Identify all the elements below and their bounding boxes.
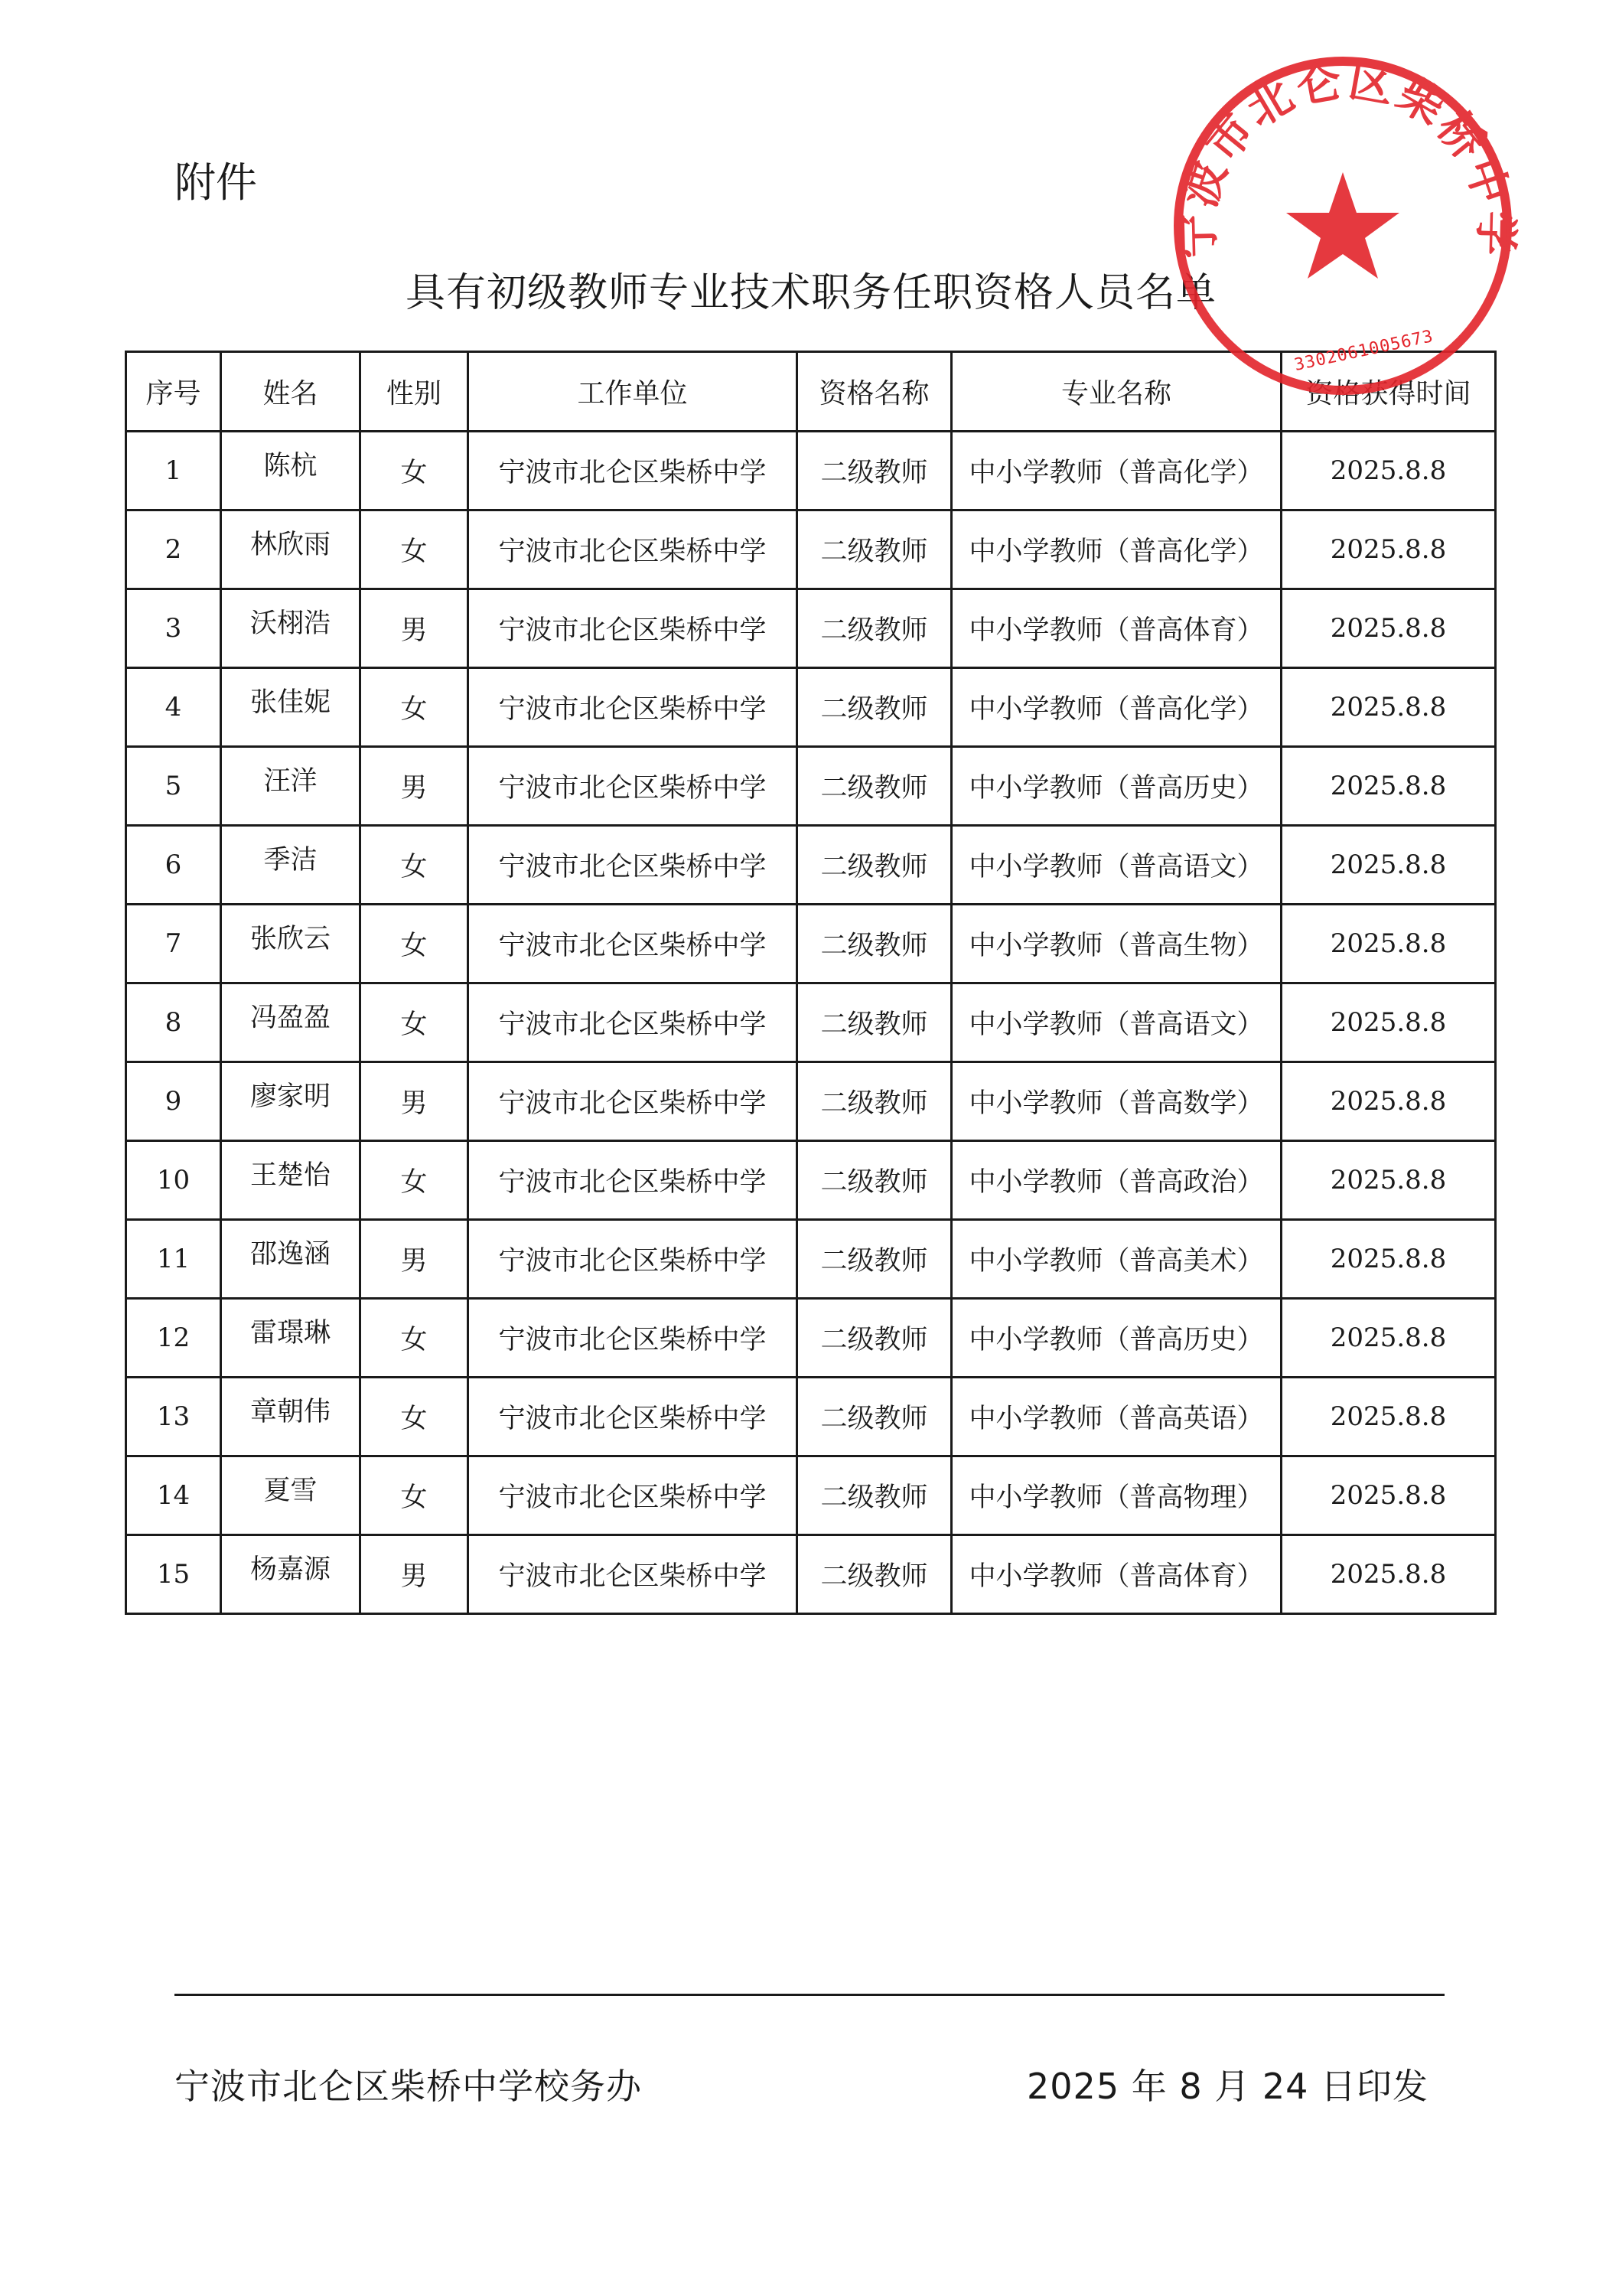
cell-specialty: 中小学教师（普高体育） [952, 1535, 1282, 1614]
cell-gender: 男 [360, 1220, 468, 1299]
cell-gender: 女 [360, 1456, 468, 1535]
cell-qualification: 二级教师 [797, 747, 952, 826]
cell-gender: 女 [360, 432, 468, 510]
cell-seq: 14 [126, 1456, 221, 1535]
cell-specialty: 中小学教师（普高化学） [952, 668, 1282, 747]
cell-gender: 男 [360, 747, 468, 826]
cell-gender: 女 [360, 510, 468, 589]
cell-date: 2025.8.8 [1282, 1378, 1496, 1456]
cell-specialty: 中小学教师（普高化学） [952, 510, 1282, 589]
cell-date: 2025.8.8 [1282, 1062, 1496, 1141]
cell-name: 汪洋 [221, 747, 360, 826]
table-body [126, 432, 1496, 1614]
cell-name: 冯盈盈 [221, 983, 360, 1062]
seal-code: 3302061005673 [1292, 327, 1435, 375]
cell-qualification: 二级教师 [797, 510, 952, 589]
cell-date: 2025.8.8 [1282, 1220, 1496, 1299]
cell-date: 2025.8.8 [1282, 983, 1496, 1062]
table-row [126, 1378, 1496, 1456]
table-row [126, 432, 1496, 510]
cell-name: 杨嘉源 [221, 1535, 360, 1614]
cell-qualification: 二级教师 [797, 1378, 952, 1456]
header-qualification: 资格名称 [797, 352, 952, 432]
cell-seq: 12 [126, 1299, 221, 1378]
header-date: 资格获得时间 [1282, 352, 1496, 432]
cell-seq: 4 [126, 668, 221, 747]
header-seq: 序号 [126, 352, 221, 432]
cell-specialty: 中小学教师（普高生物） [952, 905, 1282, 983]
cell-qualification: 二级教师 [797, 589, 952, 668]
cell-specialty: 中小学教师（普高物理） [952, 1456, 1282, 1535]
cell-name: 陈杭 [221, 432, 360, 510]
cell-employer: 宁波市北仑区柴桥中学 [468, 432, 797, 510]
cell-employer: 宁波市北仑区柴桥中学 [468, 1141, 797, 1220]
cell-name: 夏雪 [221, 1456, 360, 1535]
cell-employer: 宁波市北仑区柴桥中学 [468, 1299, 797, 1378]
cell-qualification: 二级教师 [797, 668, 952, 747]
cell-name: 林欣雨 [221, 510, 360, 589]
cell-seq: 1 [126, 432, 221, 510]
document-title: 具有初级教师专业技术职务任职资格人员名单 [405, 270, 1217, 316]
cell-name: 张佳妮 [221, 668, 360, 747]
cell-seq: 10 [126, 1141, 221, 1220]
cell-date: 2025.8.8 [1282, 1141, 1496, 1220]
cell-employer: 宁波市北仑区柴桥中学 [468, 983, 797, 1062]
cell-name: 廖家明 [221, 1062, 360, 1141]
cell-seq: 7 [126, 905, 221, 983]
cell-gender: 女 [360, 1141, 468, 1220]
cell-gender: 女 [360, 1299, 468, 1378]
cell-qualification: 二级教师 [797, 1456, 952, 1535]
cell-name: 张欣云 [221, 905, 360, 983]
cell-seq: 5 [126, 747, 221, 826]
cell-specialty: 中小学教师（普高数学） [952, 1062, 1282, 1141]
cell-employer: 宁波市北仑区柴桥中学 [468, 1535, 797, 1614]
cell-specialty: 中小学教师（普高政治） [952, 1141, 1282, 1220]
cell-qualification: 二级教师 [797, 905, 952, 983]
cell-gender: 男 [360, 1535, 468, 1614]
cell-gender: 女 [360, 983, 468, 1062]
cell-specialty: 中小学教师（普高美术） [952, 1220, 1282, 1299]
table-row [126, 1220, 1496, 1299]
cell-date: 2025.8.8 [1282, 905, 1496, 983]
cell-name: 沃栩浩 [221, 589, 360, 668]
cell-seq: 9 [126, 1062, 221, 1141]
table-row [126, 905, 1496, 983]
table-row [126, 1299, 1496, 1378]
cell-qualification: 二级教师 [797, 983, 952, 1062]
header-specialty: 专业名称 [952, 352, 1282, 432]
cell-gender: 女 [360, 905, 468, 983]
cell-specialty: 中小学教师（普高体育） [952, 589, 1282, 668]
cell-employer: 宁波市北仑区柴桥中学 [468, 668, 797, 747]
cell-seq: 8 [126, 983, 221, 1062]
cell-qualification: 二级教师 [797, 1535, 952, 1614]
table-row [126, 1456, 1496, 1535]
cell-name: 雷璟琳 [221, 1299, 360, 1378]
cell-seq: 6 [126, 826, 221, 905]
table-row [126, 826, 1496, 905]
table-row [126, 983, 1496, 1062]
cell-date: 2025.8.8 [1282, 589, 1496, 668]
cell-qualification: 二级教师 [797, 1062, 952, 1141]
cell-date: 2025.8.8 [1282, 432, 1496, 510]
cell-gender: 女 [360, 1378, 468, 1456]
roster-table [125, 351, 1497, 1615]
header-name: 姓名 [221, 352, 360, 432]
footer-issuer: 宁波市北仑区柴桥中学校务办 [174, 2066, 642, 2107]
cell-specialty: 中小学教师（普高历史） [952, 1299, 1282, 1378]
footer-date: 2025 年 8 月 24 日印发 [1027, 2066, 1428, 2107]
cell-date: 2025.8.8 [1282, 826, 1496, 905]
cell-employer: 宁波市北仑区柴桥中学 [468, 1062, 797, 1141]
cell-date: 2025.8.8 [1282, 1456, 1496, 1535]
cell-qualification: 二级教师 [797, 1220, 952, 1299]
cell-date: 2025.8.8 [1282, 1535, 1496, 1614]
cell-employer: 宁波市北仑区柴桥中学 [468, 510, 797, 589]
cell-employer: 宁波市北仑区柴桥中学 [468, 589, 797, 668]
table-row [126, 510, 1496, 589]
table-row [126, 668, 1496, 747]
cell-specialty: 中小学教师（普高语文） [952, 983, 1282, 1062]
cell-qualification: 二级教师 [797, 826, 952, 905]
cell-seq: 15 [126, 1535, 221, 1614]
cell-specialty: 中小学教师（普高语文） [952, 826, 1282, 905]
cell-specialty: 中小学教师（普高历史） [952, 747, 1282, 826]
cell-seq: 3 [126, 589, 221, 668]
cell-gender: 男 [360, 1062, 468, 1141]
attachment-label: 附件 [174, 158, 257, 207]
cell-date: 2025.8.8 [1282, 668, 1496, 747]
cell-employer: 宁波市北仑区柴桥中学 [468, 1220, 797, 1299]
cell-employer: 宁波市北仑区柴桥中学 [468, 826, 797, 905]
header-employer: 工作单位 [468, 352, 797, 432]
cell-qualification: 二级教师 [797, 1299, 952, 1378]
cell-employer: 宁波市北仑区柴桥中学 [468, 1456, 797, 1535]
cell-date: 2025.8.8 [1282, 510, 1496, 589]
footer-divider [174, 1994, 1445, 1996]
cell-qualification: 二级教师 [797, 1141, 952, 1220]
cell-date: 2025.8.8 [1282, 1299, 1496, 1378]
cell-employer: 宁波市北仑区柴桥中学 [468, 1378, 797, 1456]
cell-gender: 女 [360, 668, 468, 747]
cell-seq: 2 [126, 510, 221, 589]
cell-qualification: 二级教师 [797, 432, 952, 510]
cell-employer: 宁波市北仑区柴桥中学 [468, 747, 797, 826]
table-row [126, 1062, 1496, 1141]
seal-star-icon [1286, 172, 1399, 279]
table-row [126, 747, 1496, 826]
cell-seq: 11 [126, 1220, 221, 1299]
cell-seq: 13 [126, 1378, 221, 1456]
cell-name: 章朝伟 [221, 1378, 360, 1456]
seal-text: 宁波市北仑区柴桥中学 [1171, 54, 1523, 259]
cell-specialty: 中小学教师（普高英语） [952, 1378, 1282, 1456]
header-gender: 性别 [360, 352, 468, 432]
cell-specialty: 中小学教师（普高化学） [952, 432, 1282, 510]
cell-employer: 宁波市北仑区柴桥中学 [468, 905, 797, 983]
table-row [126, 1535, 1496, 1614]
cell-gender: 女 [360, 826, 468, 905]
table-row [126, 589, 1496, 668]
cell-name: 邵逸涵 [221, 1220, 360, 1299]
cell-date: 2025.8.8 [1282, 747, 1496, 826]
table-row [126, 1141, 1496, 1220]
cell-name: 王楚怡 [221, 1141, 360, 1220]
cell-name: 季洁 [221, 826, 360, 905]
cell-gender: 男 [360, 589, 468, 668]
